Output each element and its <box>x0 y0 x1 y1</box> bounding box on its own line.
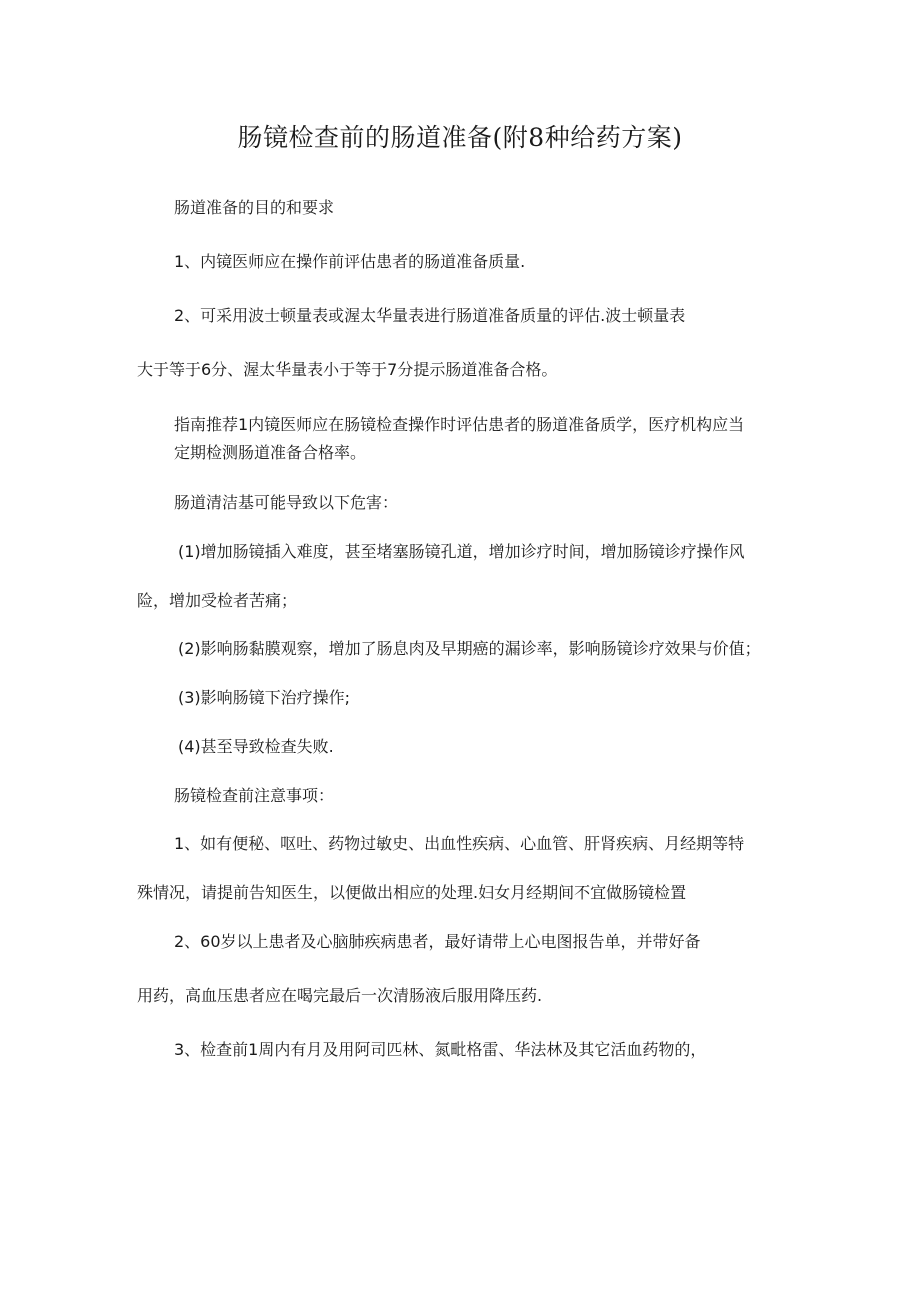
section-heading-precautions: 肠镜检查前注意事项： <box>174 786 335 805</box>
harm-item-1-line-2: 险，增加受检者苦痛； <box>137 591 298 610</box>
precaution-item-1-line-2: 殊情况，请提前告知医生，以便做出相应的处理.妇女月经期间不宜做肠镜检置 <box>137 883 687 902</box>
precaution-item-3-line-1: 3、检查前1周内有月及用阿司匹林、氮毗格雷、华法林及其它活血药物的， <box>174 1040 707 1059</box>
paragraph-guideline-line-1: 指南推荐1内镜医师应在肠镜检查操作时评估患者的肠道准备质学，医疗机构应当 <box>174 415 745 434</box>
harm-item-4: (4)甚至导致检查失败. <box>178 737 334 756</box>
section-heading-purpose: 肠道准备的目的和要求 <box>174 198 335 217</box>
harm-item-3: (3)影响肠镜下治疗操作; <box>178 688 351 707</box>
paragraph-item-2-line-2: 大于等于6分、渥太华量表小于等于7分提示肠道准备合格。 <box>137 360 558 379</box>
section-heading-harms: 肠道清洁基可能导致以下危害： <box>174 493 399 512</box>
document-title: 肠镜检查前的肠道准备(附8种给药方案) <box>237 123 683 152</box>
paragraph-item-1: 1、内镜医师应在操作前评估患者的肠道准备质量. <box>174 252 526 271</box>
precaution-item-1-line-1: 1、如有便秘、呕吐、药物过敏史、出血性疾病、心血管、肝肾疾病、月经期等特 <box>174 834 745 853</box>
paragraph-item-2-line-1: 2、可采用波士顿量表或渥太华量表进行肠道准备质量的评估.波士顿量表 <box>174 306 686 325</box>
precaution-item-2-line-2: 用药，高血压患者应在喝完最后一次清肠液后服用降压药. <box>137 986 543 1005</box>
precaution-item-2-line-1: 2、60岁以上患者及心脑肺疾病患者，最好请带上心电图报告单，并带好备 <box>174 932 701 951</box>
harm-item-1-line-1: (1)增加肠镜插入难度，甚至堵塞肠镜孔道，增加诊疗时间，增加肠镜诊疗操作风 <box>178 542 745 561</box>
harm-item-2: (2)影响肠黏膜观察，增加了肠息肉及早期癌的漏诊率，影响肠镜诊疗效果与价值； <box>178 639 761 658</box>
paragraph-guideline-line-2: 定期检测肠道准备合格率。 <box>174 443 367 462</box>
